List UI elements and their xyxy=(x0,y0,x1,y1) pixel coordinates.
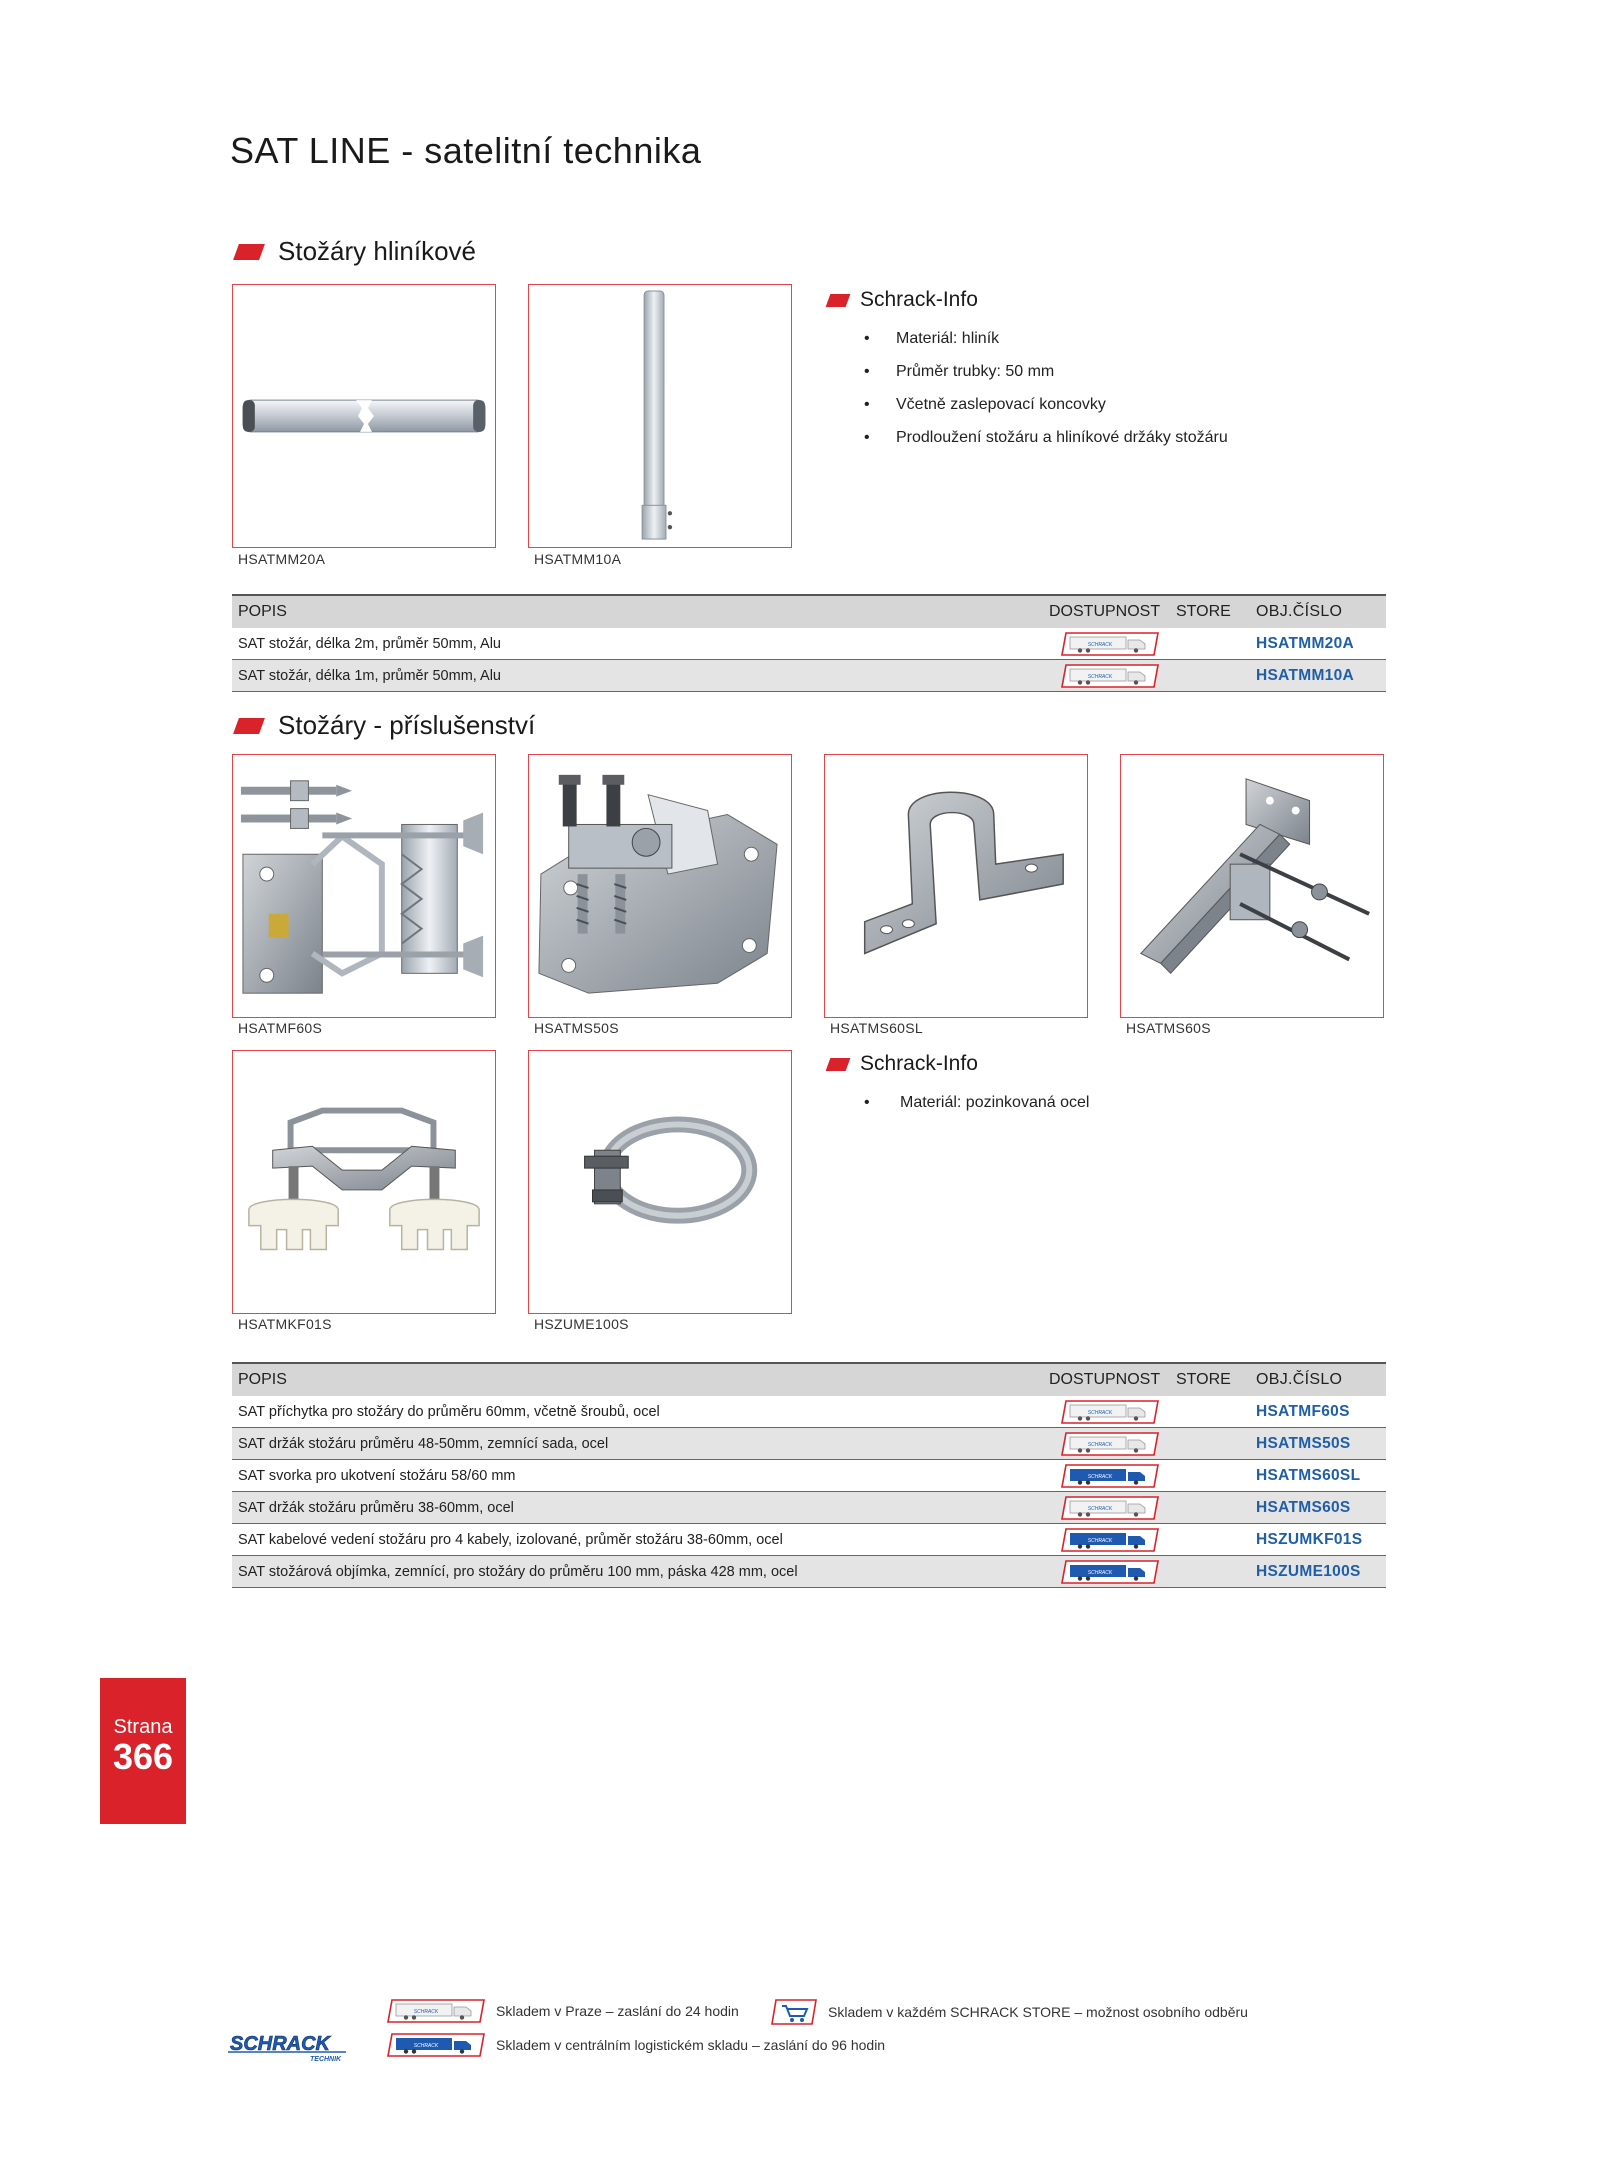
blue-truck-icon xyxy=(1047,1527,1172,1553)
product-code-label: HSATMF60S xyxy=(238,1020,323,1036)
row-description: SAT svorka pro ukotvení stožáru 58/60 mm xyxy=(238,1467,516,1484)
row-order-code[interactable]: HSATMF60S xyxy=(1256,1402,1350,1420)
header-store: STORE xyxy=(1176,603,1231,620)
info-item: • Prodloužení stožáru a hliníkové držáky stožáru xyxy=(864,421,1228,454)
white-truck-icon xyxy=(1047,631,1172,657)
product-code-label: HSATMS60SL xyxy=(830,1020,923,1036)
product-image-hose-clamp[interactable] xyxy=(528,1050,792,1314)
row-description: SAT stožárová objímka, zemnící, pro stožáry do průměru 100 mm, páska 428 mm, ocel xyxy=(238,1563,798,1580)
white-truck-icon xyxy=(1047,1495,1172,1521)
section-title: Stožáry hliníkové xyxy=(278,236,476,266)
header-store: STORE xyxy=(1176,1371,1231,1388)
row-order-code[interactable]: HSATMS60S xyxy=(1256,1498,1351,1516)
row-description: SAT kabelové vedení stožáru pro 4 kabely, izolované, průměr stožáru 38-60mm, ocel xyxy=(238,1531,783,1548)
row-order-code[interactable]: HSATMS50S xyxy=(1256,1434,1351,1452)
legend-text: Skladem v každém SCHRACK STORE – možnost osobního odběru xyxy=(828,2004,1248,2020)
red-marker-icon xyxy=(826,294,851,307)
page-number: 366 xyxy=(112,1736,174,1777)
product-code-label: HSATMS50S xyxy=(534,1020,619,1036)
blue-truck-icon xyxy=(1047,1463,1172,1489)
schrack-logo xyxy=(226,2030,350,2069)
row-order-code[interactable]: HSZUME100S xyxy=(1256,1562,1361,1580)
product-code-label: HSATMS60S xyxy=(1126,1020,1211,1036)
product-image-wall-bracket-clamp[interactable] xyxy=(232,754,496,1018)
white-truck-icon xyxy=(1047,1431,1172,1457)
page-label: Strana xyxy=(113,1716,173,1738)
white-truck-icon xyxy=(1047,663,1172,689)
table-header xyxy=(232,1362,1386,1396)
header-popis: POPIS xyxy=(238,603,287,620)
legend-white-truck xyxy=(386,1998,739,2024)
info-title: Schrack-Info xyxy=(860,1052,978,1075)
section-heading-masts xyxy=(236,236,476,267)
legend-store-cart xyxy=(770,1998,1248,2026)
table-row xyxy=(232,1556,1386,1588)
row-order-code[interactable]: HSATMM20A xyxy=(1256,634,1355,652)
info-item: • Průměr trubky: 50 mm xyxy=(864,355,1228,388)
product-table-masts xyxy=(232,594,1386,692)
red-marker-icon xyxy=(233,244,265,260)
product-image-cable-guide[interactable] xyxy=(232,1050,496,1314)
product-image-wall-arm-bracket[interactable] xyxy=(1120,754,1384,1018)
red-marker-icon xyxy=(233,718,265,734)
header-obj-cislo: OBJ.ČÍSLO xyxy=(1256,1371,1343,1388)
product-code-label: HSATMKF01S xyxy=(238,1316,332,1332)
page-number-badge xyxy=(100,1678,186,1824)
product-image-aluminum-tube-long[interactable] xyxy=(528,284,792,548)
info-title: Schrack-Info xyxy=(860,288,978,311)
header-dostupnost: DOSTUPNOST xyxy=(1049,1371,1161,1388)
row-description: SAT držák stožáru průměru 48-50mm, zemnící sada, ocel xyxy=(238,1435,609,1452)
header-popis: POPIS xyxy=(238,1371,287,1388)
table-row xyxy=(232,1460,1386,1492)
table-row xyxy=(232,628,1386,660)
info-item: • Včetně zaslepovací koncovky xyxy=(864,388,1228,421)
table-row xyxy=(232,1524,1386,1556)
row-description: SAT příchytka pro stožáry do průměru 60mm, včetně šroubů, ocel xyxy=(238,1403,660,1420)
red-marker-icon xyxy=(826,1058,851,1071)
table-row xyxy=(232,1428,1386,1460)
info-item: • Materiál: pozinkovaná ocel xyxy=(864,1086,1089,1119)
table-row xyxy=(232,1492,1386,1524)
row-order-code[interactable]: HSZUMKF01S xyxy=(1256,1530,1363,1548)
legend-text: Skladem v Praze – zaslání do 24 hodin xyxy=(496,2003,739,2019)
svg-text:SCHRACK: SCHRACK xyxy=(230,2033,330,2055)
legend-blue-truck xyxy=(386,2032,885,2058)
white-truck-icon xyxy=(1047,1399,1172,1425)
row-order-code[interactable]: HSATMM10A xyxy=(1256,666,1355,684)
row-description: SAT stožár, délka 1m, průměr 50mm, Alu xyxy=(238,667,501,684)
table-row xyxy=(232,1396,1386,1428)
svg-text:TECHNIK: TECHNIK xyxy=(310,2056,342,2063)
schrack-info-box xyxy=(828,1052,1089,1119)
product-code-label: HSATMM10A xyxy=(534,551,622,567)
page-title: SAT LINE - satelitní technika xyxy=(230,130,702,171)
blue-truck-icon xyxy=(386,2032,486,2058)
header-dostupnost: DOSTUPNOST xyxy=(1049,603,1161,620)
product-code-label: HSATMM20A xyxy=(238,551,326,567)
blue-truck-icon xyxy=(1047,1559,1172,1585)
section-title: Stožáry - příslušenství xyxy=(278,710,536,740)
row-description: SAT stožár, délka 2m, průměr 50mm, Alu xyxy=(238,635,501,652)
info-item: • Materiál: hliník xyxy=(864,322,1228,355)
product-image-u-clamp[interactable] xyxy=(824,754,1088,1018)
shopping-cart-icon xyxy=(770,1998,818,2026)
table-row xyxy=(232,660,1386,692)
schrack-info-box xyxy=(828,288,1228,454)
table-header xyxy=(232,594,1386,628)
product-image-earthing-holder[interactable] xyxy=(528,754,792,1018)
product-image-aluminum-tube-short[interactable] xyxy=(232,284,496,548)
header-obj-cislo: OBJ.ČÍSLO xyxy=(1256,603,1343,620)
white-truck-icon xyxy=(386,1998,486,2024)
legend-text: Skladem v centrálním logistickém skladu – zaslání do 96 hodin xyxy=(496,2037,886,2053)
row-order-code[interactable]: HSATMS60SL xyxy=(1256,1466,1361,1484)
section-heading-accessories xyxy=(236,710,535,741)
row-description: SAT držák stožáru průměru 38-60mm, ocel xyxy=(238,1499,514,1516)
product-code-label: HSZUME100S xyxy=(534,1316,629,1332)
product-table-accessories xyxy=(232,1362,1386,1588)
